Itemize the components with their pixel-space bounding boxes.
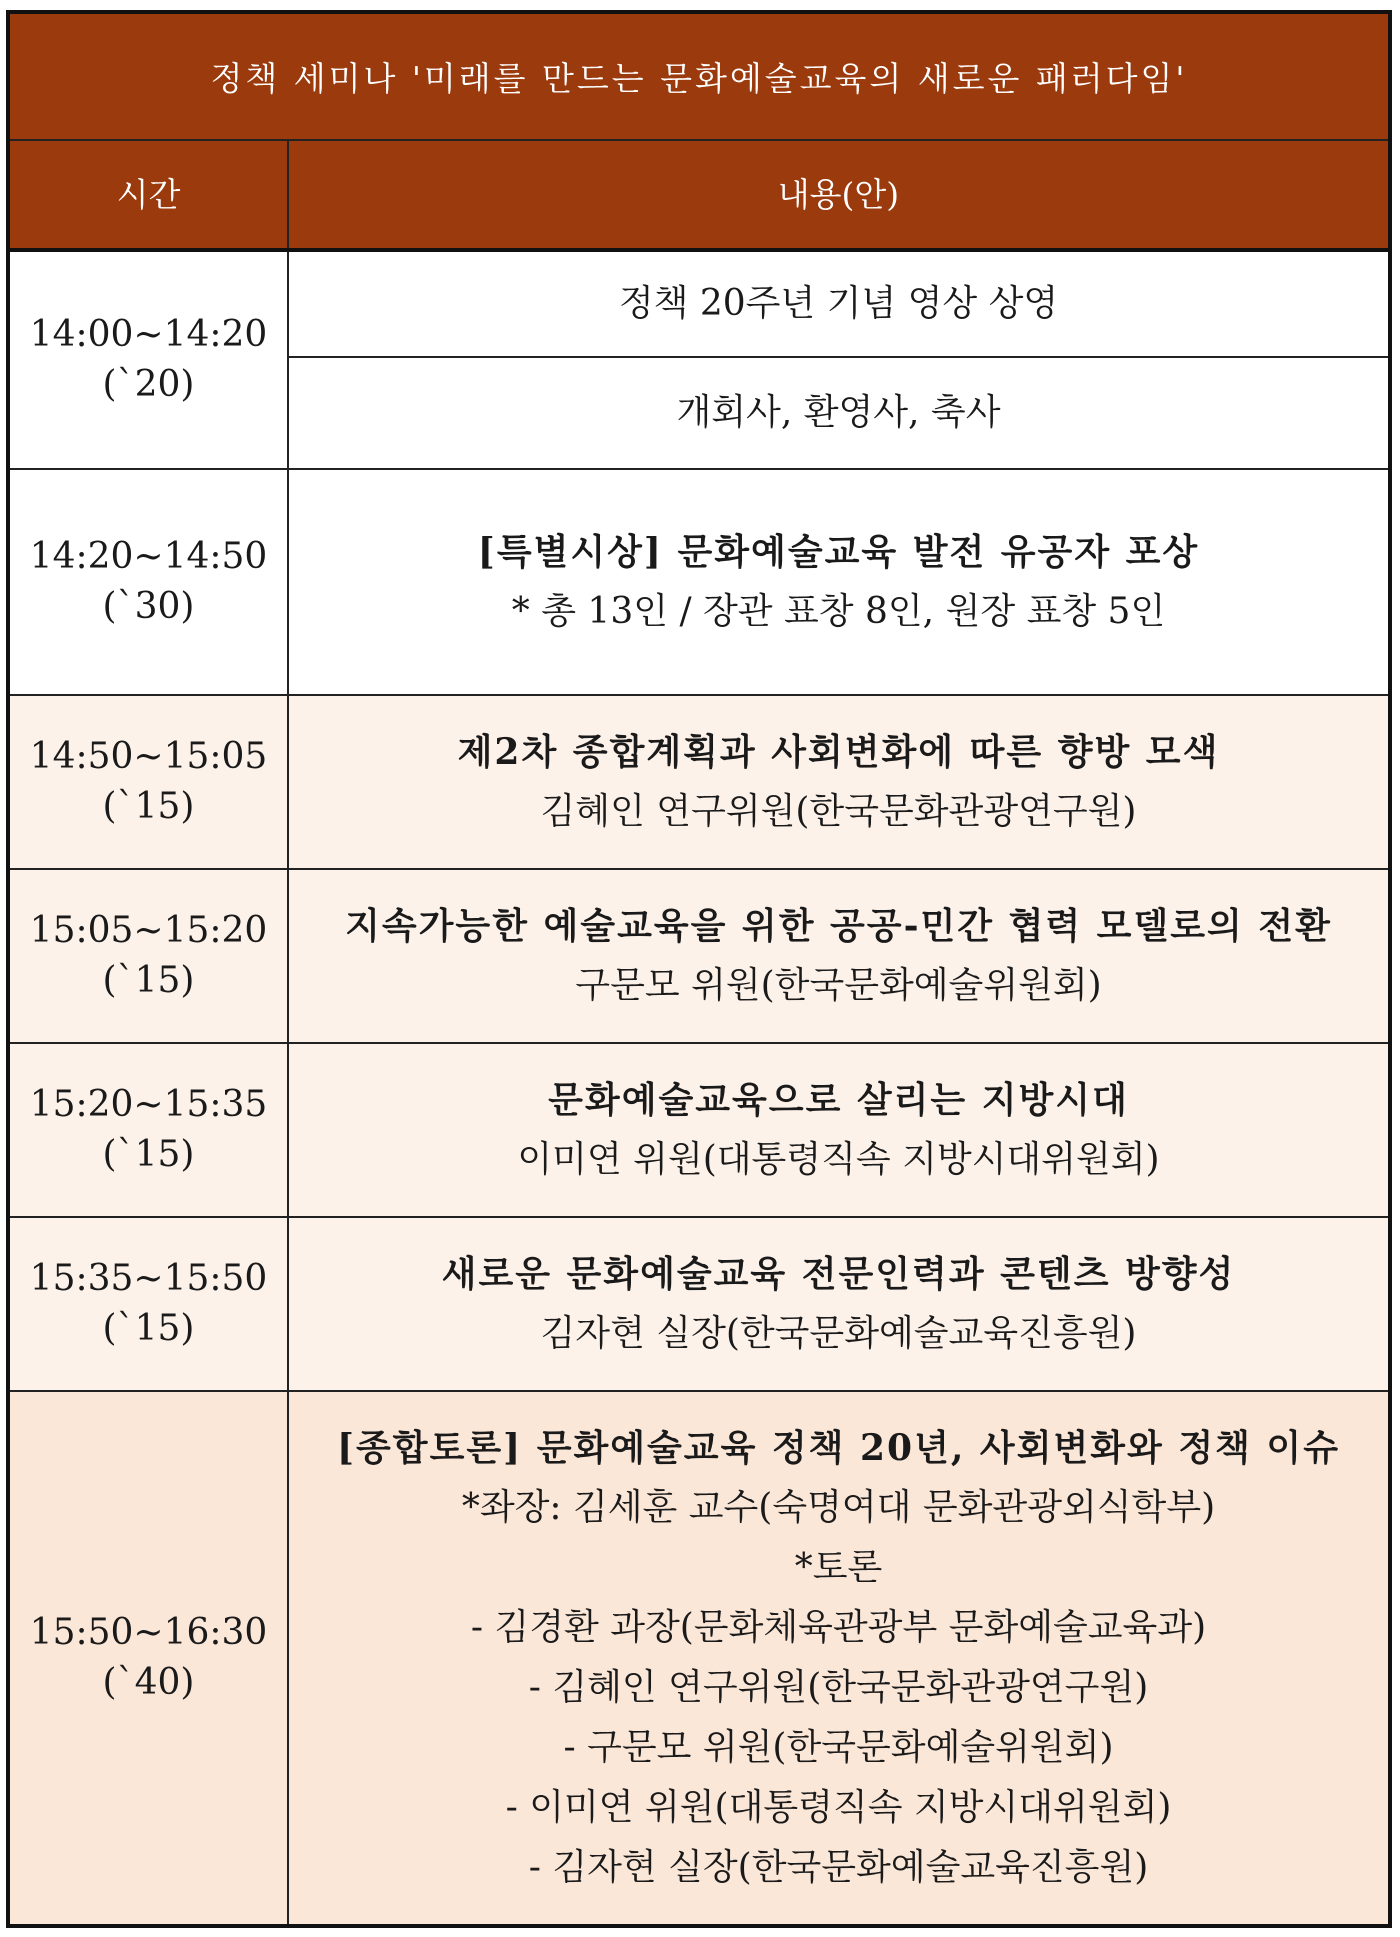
session-detail: 김혜인 연구위원(한국문화관광연구원) <box>540 791 1137 832</box>
time-range: 14:20~14:50 <box>29 536 268 577</box>
content-cell <box>289 696 1388 868</box>
content-cell <box>289 870 1388 1042</box>
time-cell <box>10 252 289 468</box>
schedule-table <box>6 10 1392 1928</box>
table-row <box>10 1218 1388 1392</box>
session-detail: 김자현 실장(한국문화예술교육진흥원) <box>540 1313 1137 1354</box>
header-time: 시간 <box>10 141 289 248</box>
duration: (`15) <box>102 960 195 1001</box>
panelist: - 구문모 위원(한국문화예술위원회) <box>563 1727 1114 1768</box>
table-row <box>10 470 1388 696</box>
content-cell <box>289 1392 1388 1924</box>
discussion-label: *토론 <box>794 1547 883 1588</box>
session-heading: [종합토론] 문화예술교육 정책 20년, 사회변화와 정책 이슈 <box>337 1427 1340 1469</box>
time-cell <box>10 870 289 1042</box>
duration: (`15) <box>102 1308 195 1349</box>
table-row <box>10 1044 1388 1218</box>
time-range: 15:50~16:30 <box>29 1612 268 1653</box>
panelist: - 김경환 과장(문화체육관광부 문화예술교육과) <box>470 1607 1207 1648</box>
panelist: - 김자현 실장(한국문화예술교육진흥원) <box>528 1847 1149 1888</box>
table-title <box>10 14 1388 141</box>
table-row <box>10 870 1388 1044</box>
content-item-text: 정책 20주년 기념 영상 상영 <box>618 283 1059 324</box>
duration: (`30) <box>102 586 195 627</box>
content-cell <box>289 1044 1388 1216</box>
session-detail: 구문모 위원(한국문화예술위원회) <box>575 965 1102 1006</box>
session-heading: 문화예술교육으로 살리는 지방시대 <box>548 1079 1129 1121</box>
table-row <box>10 252 1388 470</box>
header-row <box>10 141 1388 252</box>
session-heading: 새로운 문화예술교육 전문인력과 콘텐츠 방향성 <box>441 1253 1236 1295</box>
session-heading: [특별시상] 문화예술교육 발전 유공자 포상 <box>477 531 1200 573</box>
time-cell <box>10 1044 289 1216</box>
duration: (`40) <box>102 1662 195 1703</box>
table-row <box>10 696 1388 870</box>
session-heading: 제2차 종합계획과 사회변화에 따른 향방 모색 <box>457 731 1220 773</box>
duration: (`20) <box>102 364 195 405</box>
table-row <box>10 1392 1388 1924</box>
content-cell <box>289 470 1388 694</box>
content-cell <box>289 1218 1388 1390</box>
duration: (`15) <box>102 1134 195 1175</box>
session-detail: * 총 13인 / 장관 표창 8인, 원장 표창 5인 <box>511 591 1166 632</box>
time-cell <box>10 696 289 868</box>
time-range: 15:05~15:20 <box>29 910 268 951</box>
time-range: 15:35~15:50 <box>29 1258 268 1299</box>
session-heading: 지속가능한 예술교육을 위한 공공-민간 협력 모델로의 전환 <box>345 905 1332 947</box>
time-cell <box>10 1392 289 1924</box>
content-item <box>289 358 1388 468</box>
time-cell <box>10 1218 289 1390</box>
panelist: - 이미연 위원(대통령직속 지방시대위원회) <box>505 1787 1172 1828</box>
panelist: - 김혜인 연구위원(한국문화관광연구원) <box>528 1667 1149 1708</box>
content-item <box>289 252 1388 358</box>
title-text: 정책 세미나 '미래를 만드는 문화예술교육의 새로운 패러다임' <box>210 59 1188 98</box>
header-content: 내용(안) <box>777 174 900 214</box>
time-range: 14:50~15:05 <box>29 736 268 777</box>
duration: (`15) <box>102 786 195 827</box>
session-chair: *좌장: 김세훈 교수(숙명여대 문화관광외식학부) <box>461 1487 1216 1528</box>
time-range: 15:20~15:35 <box>29 1084 268 1125</box>
content-cell <box>289 252 1388 468</box>
session-detail: 이미연 위원(대통령직속 지방시대위원회) <box>517 1139 1160 1180</box>
content-item-text: 개회사, 환영사, 축사 <box>676 392 1001 433</box>
time-cell <box>10 470 289 694</box>
time-range: 14:00~14:20 <box>29 314 268 355</box>
